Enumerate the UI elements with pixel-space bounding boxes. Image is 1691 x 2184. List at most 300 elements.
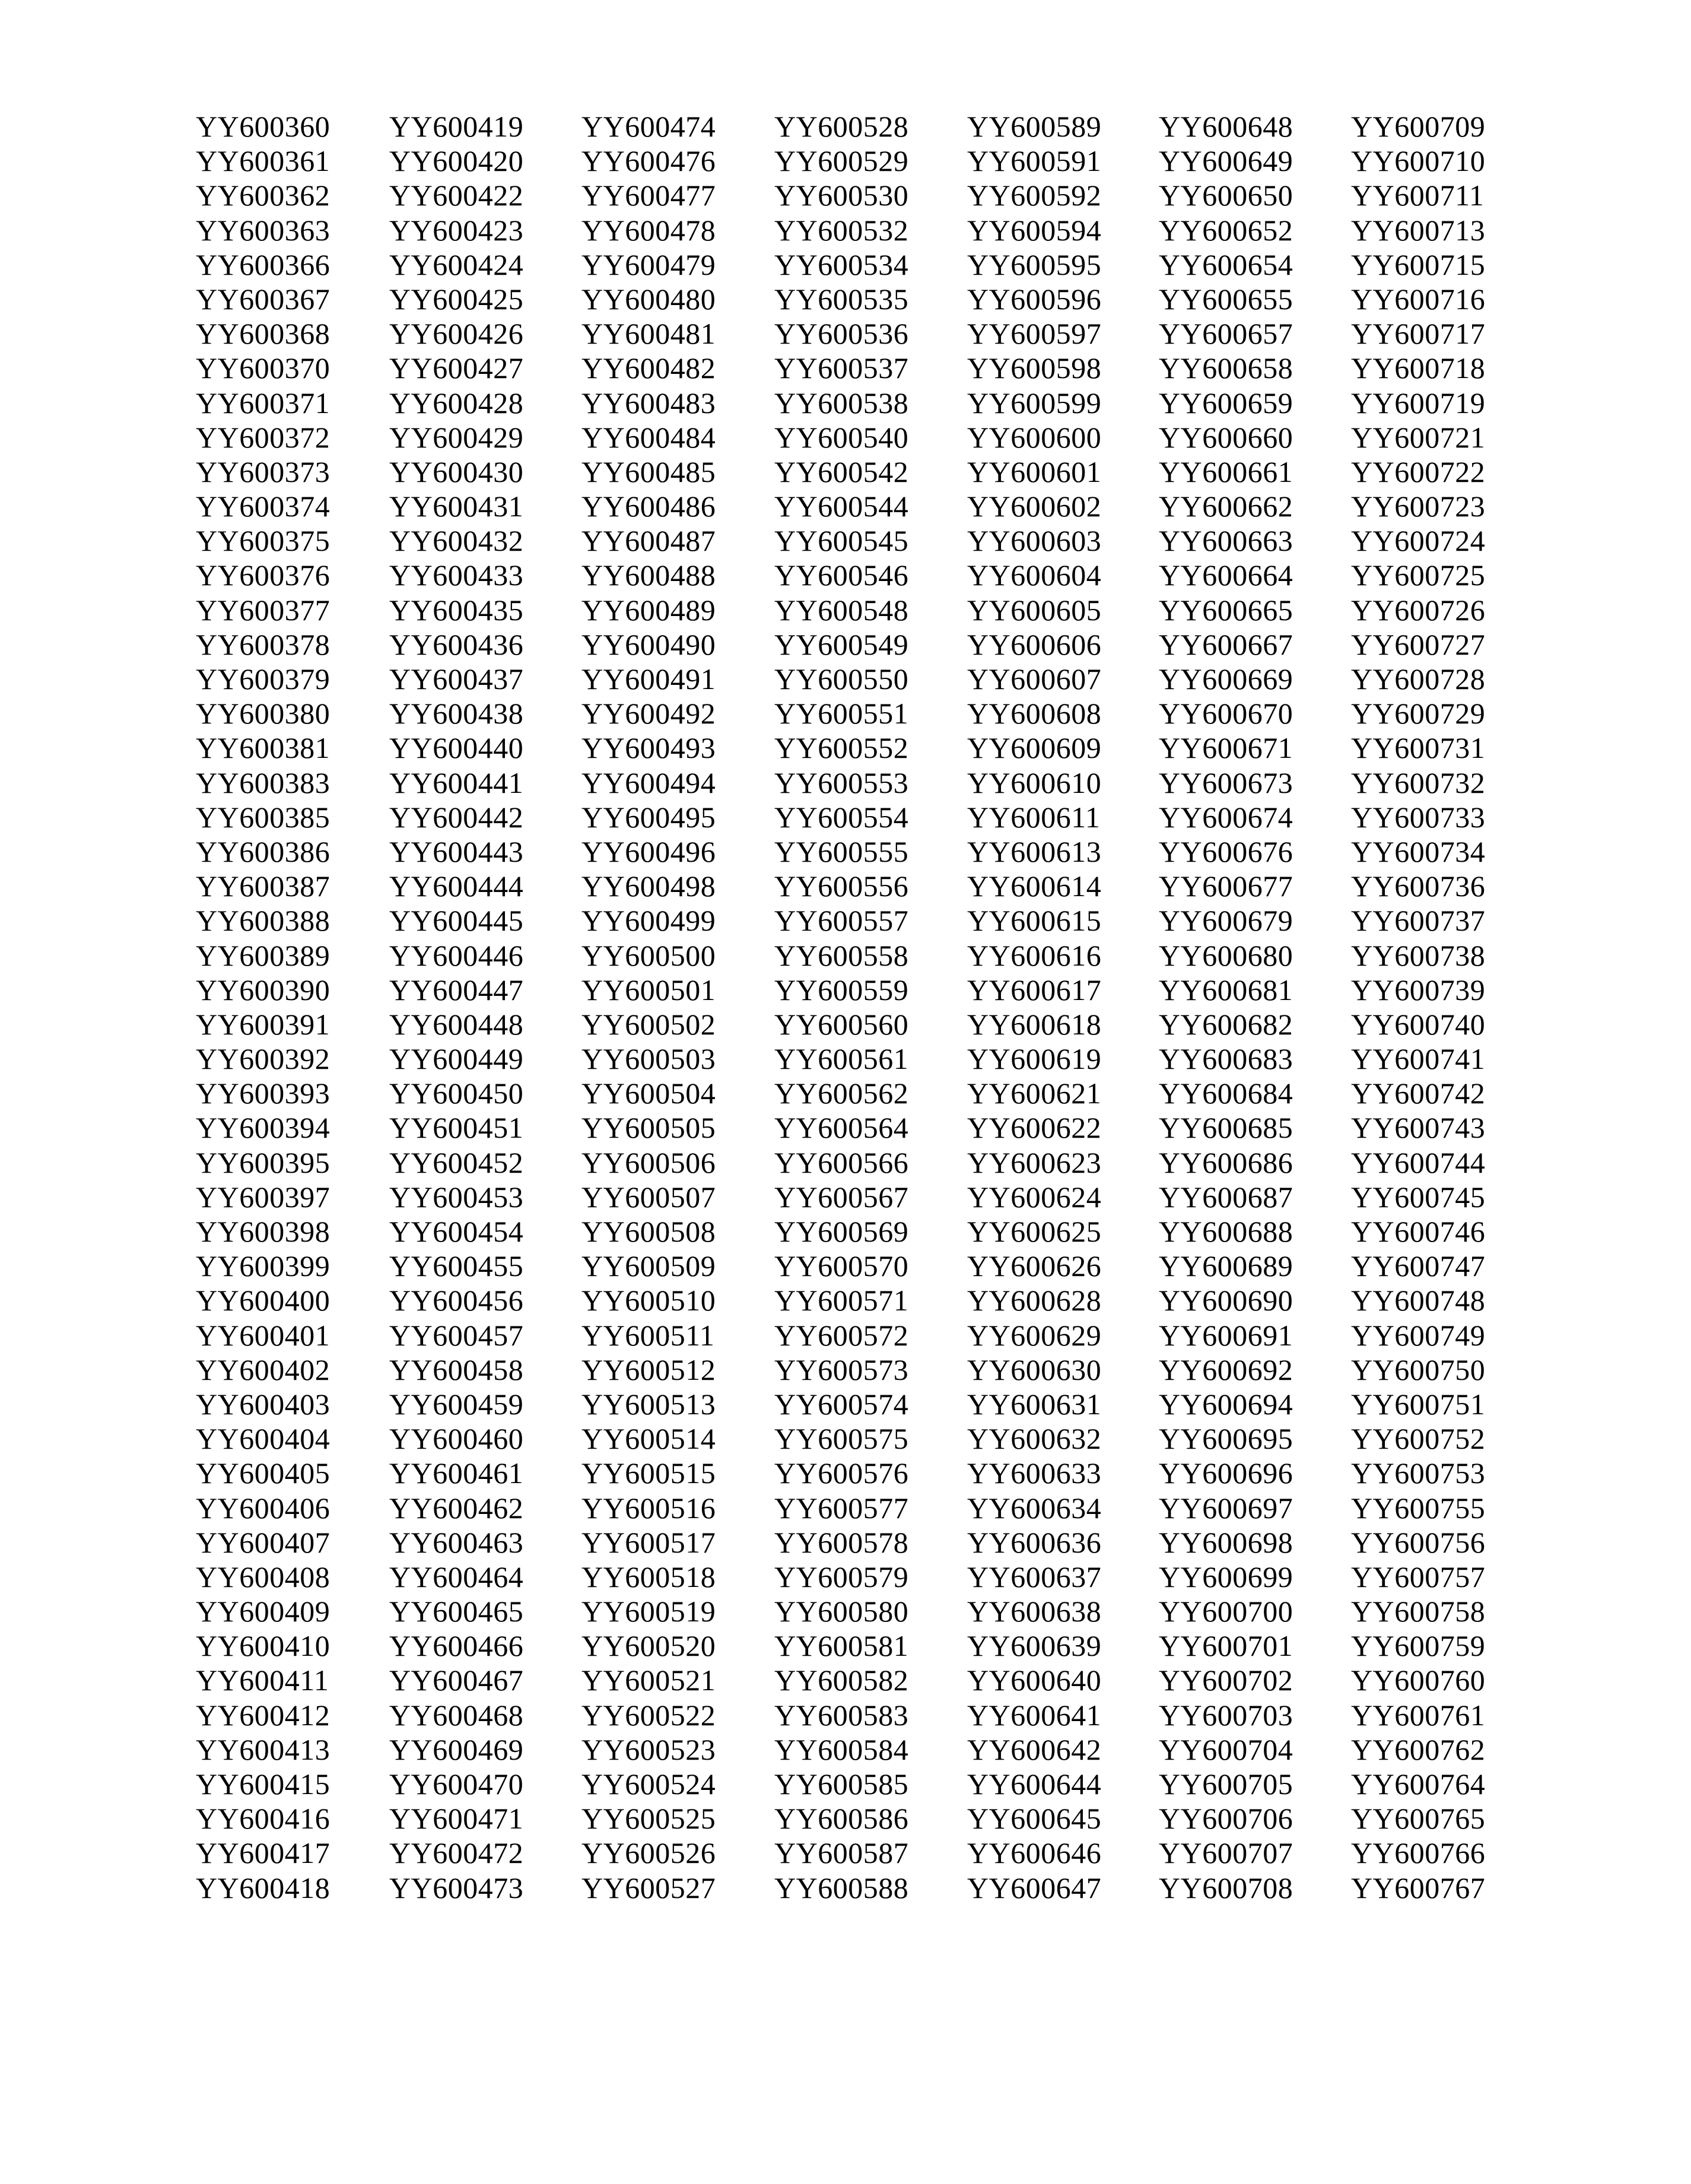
id-entry: YY600615: [967, 904, 1102, 938]
id-entry: YY600674: [1159, 800, 1293, 834]
id-entry: YY600601: [967, 455, 1102, 488]
id-entry: YY600654: [1159, 247, 1293, 281]
id-entry: YY600463: [389, 1525, 524, 1559]
id-entry: YY600534: [774, 247, 909, 281]
id-entry: YY600378: [196, 627, 330, 661]
id-entry: YY600455: [389, 1249, 524, 1283]
id-entry: YY600641: [967, 1698, 1102, 1732]
id-entry: YY600496: [581, 834, 716, 868]
id-entry: YY600530: [774, 179, 909, 212]
id-entry: YY600639: [967, 1629, 1102, 1663]
id-entry: YY600614: [967, 869, 1102, 903]
id-entry: YY600522: [581, 1698, 716, 1732]
id-entry: YY600424: [389, 247, 524, 281]
id-entry: YY600505: [581, 1111, 716, 1145]
id-entry: YY600764: [1351, 1767, 1486, 1801]
id-entry: YY600761: [1351, 1698, 1486, 1732]
id-entry: YY600762: [1351, 1732, 1486, 1766]
id-entry: YY600431: [389, 490, 524, 523]
id-entry: YY600450: [389, 1077, 524, 1110]
id-entry: YY600567: [774, 1180, 909, 1214]
id-entry: YY600409: [196, 1595, 330, 1629]
id-entry: YY600570: [774, 1249, 909, 1283]
id-entry: YY600467: [389, 1664, 524, 1697]
id-entry: YY600679: [1159, 904, 1293, 938]
id-entry: YY600628: [967, 1284, 1102, 1318]
id-entry: YY600658: [1159, 351, 1293, 385]
id-entry: YY600554: [774, 800, 909, 834]
id-entry: YY600585: [774, 1767, 909, 1801]
id-entry: YY600652: [1159, 213, 1293, 247]
id-entry: YY600676: [1159, 834, 1293, 868]
id-entry: YY600422: [389, 179, 524, 212]
id-entry: YY600617: [967, 973, 1102, 1007]
id-entry: YY600697: [1159, 1491, 1293, 1525]
id-entry: YY600394: [196, 1111, 330, 1145]
id-entry: YY600520: [581, 1629, 716, 1663]
id-entry: YY600368: [196, 317, 330, 351]
id-entry: YY600432: [389, 524, 524, 558]
id-entry: YY600588: [774, 1871, 909, 1904]
id-entry: YY600569: [774, 1215, 909, 1248]
id-entry: YY600523: [581, 1732, 716, 1766]
id-entry: YY600388: [196, 904, 330, 938]
id-entry: YY600377: [196, 593, 330, 627]
id-entry: YY600487: [581, 524, 716, 558]
id-entry: YY600545: [774, 524, 909, 558]
id-entry: YY600535: [774, 282, 909, 316]
id-entry: YY600623: [967, 1145, 1102, 1179]
id-entry: YY600551: [774, 697, 909, 731]
id-entry: YY600512: [581, 1353, 716, 1386]
id-entry: YY600457: [389, 1318, 524, 1352]
id-entry: YY600708: [1159, 1871, 1293, 1904]
id-entry: YY600401: [196, 1318, 330, 1352]
id-column-5: [967, 109, 1157, 1905]
id-entry: YY600513: [581, 1387, 716, 1421]
id-entry: YY600644: [967, 1767, 1102, 1801]
id-column-7: [1351, 109, 1541, 1905]
id-entry: YY600420: [389, 144, 524, 178]
id-entry: YY600687: [1159, 1180, 1293, 1214]
id-entry: YY600607: [967, 662, 1102, 696]
id-entry: YY600726: [1351, 593, 1486, 627]
id-entry: YY600721: [1351, 420, 1486, 454]
id-entry: YY600465: [389, 1595, 524, 1629]
id-entry: YY600445: [389, 904, 524, 938]
id-entry: YY600709: [1351, 110, 1486, 143]
id-entry: YY600517: [581, 1525, 716, 1559]
id-entry: YY600447: [389, 973, 524, 1007]
id-entry: YY600765: [1351, 1802, 1486, 1836]
id-entry: YY600760: [1351, 1664, 1486, 1697]
id-entry: YY600402: [196, 1353, 330, 1386]
id-entry: YY600456: [389, 1284, 524, 1318]
id-entry: YY600452: [389, 1145, 524, 1179]
id-entry: YY600499: [581, 904, 716, 938]
id-column-1: [196, 109, 386, 1905]
id-entry: YY600413: [196, 1732, 330, 1766]
id-entry: YY600741: [1351, 1042, 1486, 1076]
id-entry: YY600725: [1351, 558, 1486, 592]
id-entry: YY600423: [389, 213, 524, 247]
id-entry: YY600550: [774, 662, 909, 696]
id-entry: YY600464: [389, 1560, 524, 1593]
id-entry: YY600596: [967, 282, 1102, 316]
id-entry: YY600715: [1351, 247, 1486, 281]
id-entry: YY600448: [389, 1007, 524, 1041]
id-entry: YY600736: [1351, 869, 1486, 903]
id-entry: YY600416: [196, 1802, 330, 1836]
id-entry: YY600729: [1351, 697, 1486, 731]
id-entry: YY600435: [389, 593, 524, 627]
id-entry: YY600412: [196, 1698, 330, 1732]
id-entry: YY600474: [581, 110, 716, 143]
id-entry: YY600742: [1351, 1077, 1486, 1110]
id-entry: YY600542: [774, 455, 909, 488]
id-entry: YY600699: [1159, 1560, 1293, 1593]
id-entry: YY600740: [1351, 1007, 1486, 1041]
id-entry: YY600681: [1159, 973, 1293, 1007]
id-entry: YY600694: [1159, 1387, 1293, 1421]
id-entry: YY600619: [967, 1042, 1102, 1076]
id-entry: YY600604: [967, 558, 1102, 592]
id-entry: YY600583: [774, 1698, 909, 1732]
id-entry: YY600756: [1351, 1525, 1486, 1559]
id-entry: YY600581: [774, 1629, 909, 1663]
id-entry: YY600483: [581, 386, 716, 420]
id-entry: YY600626: [967, 1249, 1102, 1283]
id-entry: YY600415: [196, 1767, 330, 1801]
id-entry: YY600752: [1351, 1422, 1486, 1456]
id-entry: YY600444: [389, 869, 524, 903]
id-entry: YY600411: [196, 1664, 329, 1697]
id-entry: YY600704: [1159, 1732, 1293, 1766]
id-entry: YY600503: [581, 1042, 716, 1076]
id-entry: YY600381: [196, 731, 330, 765]
id-entry: YY600442: [389, 800, 524, 834]
id-entry: YY600561: [774, 1042, 909, 1076]
id-entry: YY600425: [389, 282, 524, 316]
id-column-4: [774, 109, 964, 1905]
id-entry: YY600484: [581, 420, 716, 454]
id-entry: YY600671: [1159, 731, 1293, 765]
id-entry: YY600655: [1159, 282, 1293, 316]
id-entry: YY600471: [389, 1802, 524, 1836]
id-entry: YY600624: [967, 1180, 1102, 1214]
id-entry: YY600449: [389, 1042, 524, 1076]
id-entry: YY600391: [196, 1007, 330, 1041]
id-entry: YY600706: [1159, 1802, 1293, 1836]
id-entry: YY600685: [1159, 1111, 1293, 1145]
id-entry: YY600610: [967, 766, 1102, 799]
id-entry: YY600398: [196, 1215, 330, 1248]
id-entry: YY600631: [967, 1387, 1102, 1421]
id-entry: YY600605: [967, 593, 1102, 627]
id-entry: YY600441: [389, 766, 524, 799]
id-entry: YY600544: [774, 490, 909, 523]
id-entry: YY600700: [1159, 1595, 1293, 1629]
id-entry: YY600493: [581, 731, 716, 765]
id-entry: YY600485: [581, 455, 716, 488]
id-entry: YY600468: [389, 1698, 524, 1732]
id-entry: YY600367: [196, 282, 330, 316]
id-entry: YY600657: [1159, 317, 1293, 351]
id-entry: YY600716: [1351, 282, 1486, 316]
id-entry: YY600385: [196, 800, 330, 834]
id-entry: YY600718: [1351, 351, 1486, 385]
id-entry: YY600371: [196, 386, 330, 420]
id-entry: YY600404: [196, 1422, 330, 1456]
id-entry: YY600488: [581, 558, 716, 592]
id-entry: YY600731: [1351, 731, 1486, 765]
id-entry: YY600437: [389, 662, 524, 696]
id-entry: YY600609: [967, 731, 1102, 765]
id-entry: YY600680: [1159, 938, 1293, 972]
id-entry: YY600515: [581, 1456, 716, 1490]
id-entry: YY600669: [1159, 662, 1293, 696]
id-entry: YY600618: [967, 1007, 1102, 1041]
id-entry: YY600361: [196, 144, 330, 178]
id-entry: YY600458: [389, 1353, 524, 1386]
id-entry: YY600429: [389, 420, 524, 454]
id-entry: YY600665: [1159, 593, 1293, 627]
id-entry: YY600558: [774, 938, 909, 972]
id-entry: YY600743: [1351, 1111, 1486, 1145]
id-entry: YY600745: [1351, 1180, 1486, 1214]
id-entry: YY600710: [1351, 144, 1486, 178]
id-entry: YY600705: [1159, 1767, 1293, 1801]
id-entry: YY600469: [389, 1732, 524, 1766]
id-entry: YY600386: [196, 834, 330, 868]
id-entry: YY600440: [389, 731, 524, 765]
id-entry: YY600750: [1351, 1353, 1486, 1386]
id-entry: YY600613: [967, 834, 1102, 868]
id-entry: YY600717: [1351, 317, 1486, 351]
id-entry: YY600592: [967, 179, 1102, 212]
id-entry: YY600634: [967, 1491, 1102, 1525]
id-entry: YY600728: [1351, 662, 1486, 696]
id-entry: YY600599: [967, 386, 1102, 420]
id-entry: YY600732: [1351, 766, 1486, 799]
id-entry: YY600462: [389, 1491, 524, 1525]
id-entry: YY600478: [581, 213, 716, 247]
id-entry: YY600379: [196, 662, 330, 696]
id-entry: YY600640: [967, 1664, 1102, 1697]
id-entry: YY600490: [581, 627, 716, 661]
id-entry: YY600540: [774, 420, 909, 454]
id-entry: YY600578: [774, 1525, 909, 1559]
id-entry: YY600397: [196, 1180, 330, 1214]
id-entry: YY600418: [196, 1871, 330, 1904]
id-entry: YY600621: [967, 1077, 1102, 1110]
id-entry: YY600555: [774, 834, 909, 868]
id-entry: YY600575: [774, 1422, 909, 1456]
id-entry: YY600380: [196, 697, 330, 731]
id-entry: YY600649: [1159, 144, 1293, 178]
id-entry: YY600650: [1159, 179, 1293, 212]
id-entry: YY600560: [774, 1007, 909, 1041]
id-entry: YY600758: [1351, 1595, 1486, 1629]
id-entry: YY600527: [581, 1871, 716, 1904]
id-entry: YY600516: [581, 1491, 716, 1525]
id-entry: YY600695: [1159, 1422, 1293, 1456]
id-entry: YY600387: [196, 869, 330, 903]
id-entry: YY600733: [1351, 800, 1486, 834]
id-entry: YY600502: [581, 1007, 716, 1041]
id-entry: YY600393: [196, 1077, 330, 1110]
id-entry: YY600625: [967, 1215, 1102, 1248]
id-entry: YY600480: [581, 282, 716, 316]
id-entry: YY600395: [196, 1145, 330, 1179]
id-entry: YY600576: [774, 1456, 909, 1490]
id-entry: YY600629: [967, 1318, 1102, 1352]
id-entry: YY600632: [967, 1422, 1102, 1456]
id-entry: YY600589: [967, 110, 1102, 143]
id-entry: YY600759: [1351, 1629, 1486, 1663]
id-entry: YY600524: [581, 1767, 716, 1801]
id-entry: YY600403: [196, 1387, 330, 1421]
id-entry: YY600587: [774, 1836, 909, 1870]
id-entry: YY600461: [389, 1456, 524, 1490]
id-entry: YY600459: [389, 1387, 524, 1421]
id-entry: YY600684: [1159, 1077, 1293, 1110]
id-entry: YY600597: [967, 317, 1102, 351]
id-entry: YY600372: [196, 420, 330, 454]
id-entry: YY600508: [581, 1215, 716, 1248]
id-entry: YY600606: [967, 627, 1102, 661]
id-entry: YY600476: [581, 144, 716, 178]
id-entry: YY600724: [1351, 524, 1486, 558]
id-entry: YY600691: [1159, 1318, 1293, 1352]
id-entry: YY600363: [196, 213, 330, 247]
id-entry: YY600426: [389, 317, 524, 351]
id-entry: YY600686: [1159, 1145, 1293, 1179]
id-entry: YY600383: [196, 766, 330, 799]
id-entry: YY600767: [1351, 1871, 1486, 1904]
id-entry: YY600698: [1159, 1525, 1293, 1559]
id-entry: YY600690: [1159, 1284, 1293, 1318]
id-entry: YY600526: [581, 1836, 716, 1870]
id-entry: YY600392: [196, 1042, 330, 1076]
id-entry: YY600399: [196, 1249, 330, 1283]
id-entry: YY600739: [1351, 973, 1486, 1007]
id-entry: YY600514: [581, 1422, 716, 1456]
id-entry: YY600557: [774, 904, 909, 938]
id-entry: YY600549: [774, 627, 909, 661]
id-entry: YY600477: [581, 179, 716, 212]
id-entry: YY600451: [389, 1111, 524, 1145]
id-entry: YY600500: [581, 938, 716, 972]
id-entry: YY600486: [581, 490, 716, 523]
id-entry: YY600390: [196, 973, 330, 1007]
id-entry: YY600713: [1351, 213, 1486, 247]
id-entry: YY600498: [581, 869, 716, 903]
id-entry: YY600405: [196, 1456, 330, 1490]
id-entry: YY600470: [389, 1767, 524, 1801]
id-entry: YY600360: [196, 110, 330, 143]
id-entry: YY600366: [196, 247, 330, 281]
id-entry: YY600553: [774, 766, 909, 799]
id-entry: YY600511: [581, 1318, 715, 1352]
id-entry: YY600579: [774, 1560, 909, 1593]
id-entry: YY600595: [967, 247, 1102, 281]
id-entry: YY600748: [1351, 1284, 1486, 1318]
id-entry: YY600433: [389, 558, 524, 592]
id-entry: YY600584: [774, 1732, 909, 1766]
id-entry: YY600594: [967, 213, 1102, 247]
id-entry: YY600766: [1351, 1836, 1486, 1870]
id-entry: YY600734: [1351, 834, 1486, 868]
id-entry: YY600744: [1351, 1145, 1486, 1179]
id-entry: YY600738: [1351, 938, 1486, 972]
id-entry: YY600374: [196, 490, 330, 523]
id-entry: YY600506: [581, 1145, 716, 1179]
id-entry: YY600504: [581, 1077, 716, 1110]
id-entry: YY600727: [1351, 627, 1486, 661]
id-entry: YY600573: [774, 1353, 909, 1386]
id-entry: YY600430: [389, 455, 524, 488]
id-entry: YY600582: [774, 1664, 909, 1697]
id-entry: YY600518: [581, 1560, 716, 1593]
id-entry: YY600751: [1351, 1387, 1486, 1421]
id-entry: YY600667: [1159, 627, 1293, 661]
id-entry: YY600562: [774, 1077, 909, 1110]
id-entry: YY600460: [389, 1422, 524, 1456]
id-entry: YY600417: [196, 1836, 330, 1870]
id-entry: YY600757: [1351, 1560, 1486, 1593]
id-entry: YY600507: [581, 1180, 716, 1214]
id-entry: YY600571: [774, 1284, 909, 1318]
id-entry: YY600446: [389, 938, 524, 972]
id-entry: YY600564: [774, 1111, 909, 1145]
id-entry: YY600443: [389, 834, 524, 868]
id-entry: YY600472: [389, 1836, 524, 1870]
id-entry: YY600362: [196, 179, 330, 212]
id-entry: YY600586: [774, 1802, 909, 1836]
id-entry: YY600436: [389, 627, 524, 661]
id-entry: YY600663: [1159, 524, 1293, 558]
id-entry: YY600577: [774, 1491, 909, 1525]
id-entry: YY600473: [389, 1871, 524, 1904]
id-entry: YY600519: [581, 1595, 716, 1629]
id-entry: YY600538: [774, 386, 909, 420]
id-entry: YY600608: [967, 697, 1102, 731]
id-entry: YY600574: [774, 1387, 909, 1421]
id-entry: YY600494: [581, 766, 716, 799]
id-entry: YY600419: [389, 110, 524, 143]
id-entry: YY600701: [1159, 1629, 1293, 1663]
id-entry: YY600373: [196, 455, 330, 488]
id-entry: YY600376: [196, 558, 330, 592]
id-entry: YY600602: [967, 490, 1102, 523]
id-entry: YY600636: [967, 1525, 1102, 1559]
id-entry: YY600633: [967, 1456, 1102, 1490]
id-entry: YY600491: [581, 662, 716, 696]
id-entry: YY600466: [389, 1629, 524, 1663]
id-entry: YY600410: [196, 1629, 330, 1663]
id-entry: YY600438: [389, 697, 524, 731]
id-entry: YY600746: [1351, 1215, 1486, 1248]
id-column-2: [389, 109, 579, 1905]
id-entry: YY600556: [774, 869, 909, 903]
id-entry: YY600603: [967, 524, 1102, 558]
id-entry: YY600648: [1159, 110, 1293, 143]
id-entry: YY600719: [1351, 386, 1486, 420]
id-entry: YY600389: [196, 938, 330, 972]
id-entry: YY600427: [389, 351, 524, 385]
id-entry: YY600546: [774, 558, 909, 592]
